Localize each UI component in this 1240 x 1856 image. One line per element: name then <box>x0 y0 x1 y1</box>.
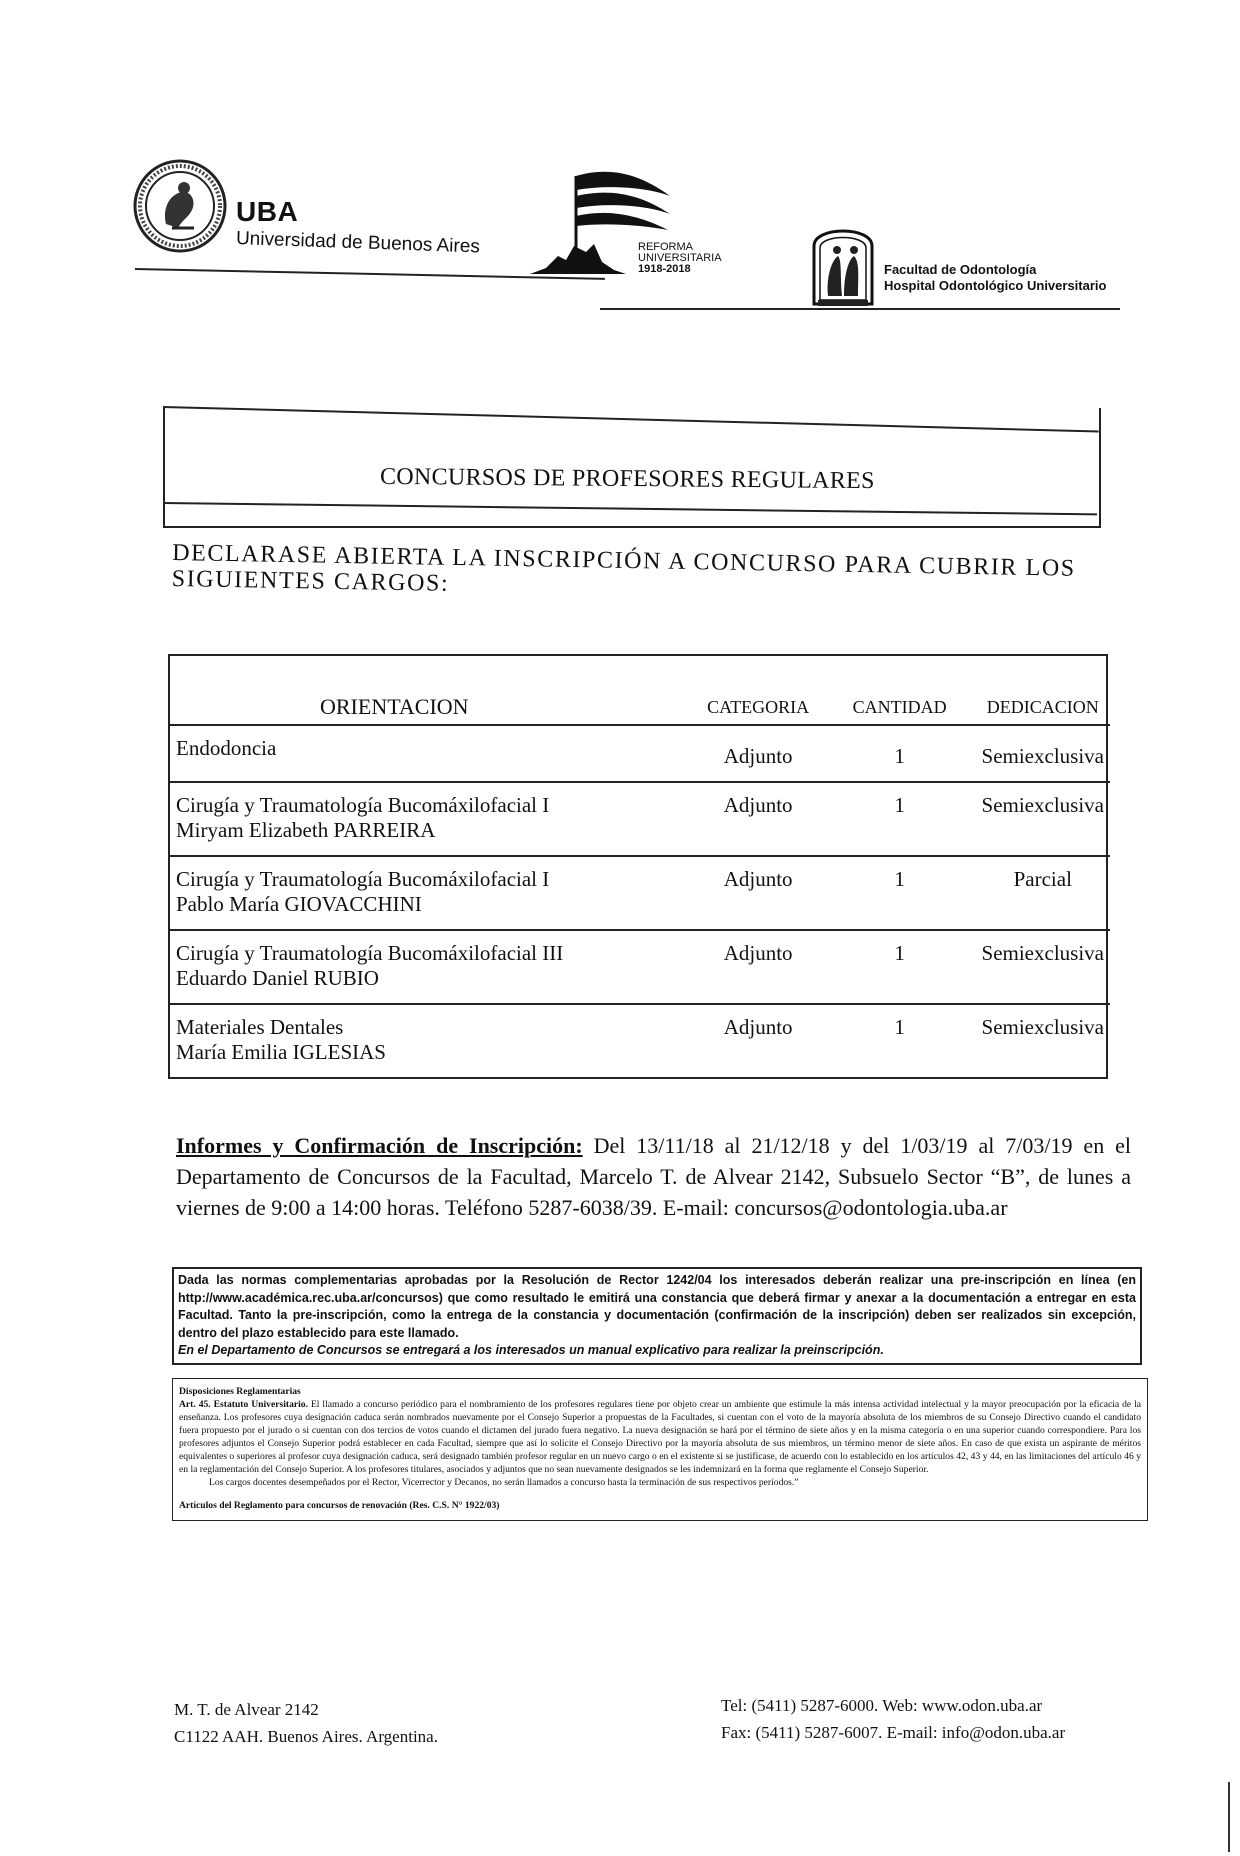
orientacion: Endodoncia <box>176 736 277 760</box>
faculty-emblem <box>810 216 876 308</box>
table-row <box>170 930 1110 1004</box>
cell-categoria: Adjunto <box>693 782 824 856</box>
profesor: María Emilia IGLESIAS <box>176 1040 386 1064</box>
cell-orientacion <box>170 725 693 782</box>
reforma-line: 1918-2018 <box>638 263 691 275</box>
cell-orientacion <box>170 1004 693 1077</box>
orientacion: Materiales Dentales <box>176 1015 344 1039</box>
profesor: Pablo María GIOVACCHINI <box>176 892 422 916</box>
cell-orientacion <box>170 930 693 1004</box>
disposiciones-heading: Disposiciones Reglamentarias <box>179 1386 301 1397</box>
profesor: Miryam Elizabeth PARREIRA <box>176 818 436 842</box>
disposiciones-footer: Artículos del Reglamento para concursos de renovación (Res. C.S. N° 1922/03) <box>179 1500 500 1511</box>
table-row <box>170 725 1110 782</box>
profesor: Eduardo Daniel RUBIO <box>176 966 379 990</box>
informes-paragraph <box>176 1130 1131 1223</box>
table-header-row <box>170 656 1110 725</box>
orientacion: Cirugía y Traumatología Bucomáxilofacial III <box>176 941 564 965</box>
uba-name: UBA <box>236 196 299 227</box>
faculty-name <box>884 262 1106 294</box>
disposiciones-second: Los cargos docentes desempeñados por el Rector, Vicerrector y Decanos, no serán llamados a concurso hasta la terminación de sus respectivos períodos.” <box>209 1477 799 1488</box>
reforma-text <box>638 242 722 275</box>
informes-text: Del 13/11/18 al 21/12/18 y del 1/03/19 al 7/03/19 en el Departamento de Concursos de la Facultad, Marcelo T. de Alvear 2142, Subsuelo Sector “B”, de lunes a viernes de 9:00 a 14:00 horas. Teléfono 5287-6038/39. E-mail: concursos@odontologia.uba.ar <box>176 1133 1131 1220</box>
footer-address <box>174 1696 438 1750</box>
faculty-line2: Hospital Odontológico Universitario <box>884 278 1107 293</box>
col-cantidad: CANTIDAD <box>824 656 976 725</box>
cell-dedicacion: Semiexclusiva <box>981 744 1104 768</box>
cell-categoria: Adjunto <box>693 930 824 1004</box>
address-line2: C1122 AAH. Buenos Aires. Argentina. <box>174 1727 438 1746</box>
cell-dedicacion: Semiexclusiva <box>976 782 1110 856</box>
cell-categoria: Adjunto <box>723 744 793 768</box>
table-row <box>170 782 1110 856</box>
contact-line2: Fax: (5411) 5287-6007. E-mail: info@odon.uba.ar <box>721 1723 1066 1742</box>
cell-dedicacion: Semiexclusiva <box>976 930 1110 1004</box>
cell-categoria: Adjunto <box>693 856 824 930</box>
cell-cantidad: 1 <box>824 856 976 930</box>
page-title: CONCURSOS DE PROFESORES REGULARES <box>379 463 875 495</box>
address-line1: M. T. de Alvear 2142 <box>174 1700 319 1719</box>
cell-dedicacion: Parcial <box>976 856 1110 930</box>
uba-seal-logo <box>132 158 228 254</box>
article-text: El llamado a concurso periódico para el nombramiento de los profesores regulares tiene por objeto crear un ambiente que estimule la más intensa actividad intelectual y la mayor preocupación por la eficacia de la enseñanza. Los profesores cuya designación caduca serán nombrados nuevamente por el Consejo Superior a propuestas de la Facultades, si cuentan con el voto de la mayoría absoluta de los miembros de su Consejo Directivo cuando el candidato fuera propuesto por el jurado o si cuentan con dos tercios de votos cuando el dictamen del jurado fuera negativo. La nueva designación se hará por el término de siete años y en la misma categoría o en una superior cuando correspondiere. Para los profesores adjuntos el Consejo Superior podrá establecer en cada Facultad, siempre que así lo solicite el Consejo Directivo por la mayoría absoluta de sus miembros, un término menor de siete años. En caso de que exista un aspirante de méritos equivalentes o superiores al profesor cuya designación caduca, será designado también profesor regular en un nuevo cargo o en el existente si se justificase, de acuerdo con lo establecido en los artículos 42, 43 y 44, en las limitaciones del artículo 46 y en la reglamentación del Consejo Superior. A los profesores titulares, asociados y adjuntos que no sean nuevamente designados se les indemnizará en la forma que reglamente el Consejo Superior. <box>179 1399 1141 1475</box>
positions-table <box>168 654 1108 1079</box>
declaration: DECLARASE ABIERTA LA INSCRIPCIÓN A CONCURSO PARA CUBRIR LOS SIGUIENTES CARGOS: <box>171 540 1076 597</box>
col-categoria: CATEGORIA <box>693 656 824 725</box>
cell-categoria: Adjunto <box>693 1004 824 1077</box>
article-label: Art. 45. Estatuto Universitario. <box>179 1399 308 1410</box>
cell-cantidad: 1 <box>824 782 976 856</box>
disposiciones-box <box>172 1378 1148 1521</box>
contact-line1: Tel: (5411) 5287-6000. Web: www.odon.uba.ar <box>721 1696 1043 1715</box>
col-orientacion: ORIENTACION <box>170 656 693 725</box>
preinscripcion-notice <box>172 1267 1142 1365</box>
table-row <box>170 1004 1110 1077</box>
faculty-line1: Facultad de Odontología <box>884 262 1037 277</box>
cell-orientacion <box>170 856 693 930</box>
table-row <box>170 856 1110 930</box>
page-edge-mark <box>1228 1782 1238 1852</box>
notice-text: Dada las normas complementarias aprobadas por la Resolución de Rector 1242/04 los interesados deberán realizar una pre-inscripción en línea (en http://www.académica.rec.uba.ar/concursos) que como resultado le emitirá una constancia que deberá firmar y anexar a la documentación a entregar en esta Facultad. Tanto la pre-inscripción, como la entrega de la constancia y documentación (confirmación de la inscripción) deben ser realizados sin excepción, dentro del plazo establecido para este llamado. <box>178 1273 1136 1340</box>
footer-contact <box>721 1692 1065 1746</box>
disposiciones-article <box>179 1398 1141 1476</box>
cell-cantidad: 1 <box>824 930 976 1004</box>
header-divider-right <box>600 308 1120 310</box>
reforma-line: UNIVERSITARIA <box>638 252 722 264</box>
orientacion: Cirugía y Traumatología Bucomáxilofacial I <box>176 867 550 891</box>
uba-subtitle: Universidad de Buenos Aires <box>235 228 481 258</box>
orientacion: Cirugía y Traumatología Bucomáxilofacial I <box>176 793 550 817</box>
cell-cantidad: 1 <box>894 744 905 768</box>
cell-orientacion <box>170 782 693 856</box>
col-dedicacion: DEDICACION <box>976 656 1110 725</box>
cell-dedicacion: Semiexclusiva <box>976 1004 1110 1077</box>
reforma-line: REFORMA <box>638 241 693 253</box>
notice-italic: En el Departamento de Concursos se entregará a los interesados un manual explicativo para realizar la preinscripción. <box>178 1343 884 1357</box>
informes-heading: Informes y Confirmación de Inscripción: <box>176 1133 583 1158</box>
cell-cantidad: 1 <box>824 1004 976 1077</box>
